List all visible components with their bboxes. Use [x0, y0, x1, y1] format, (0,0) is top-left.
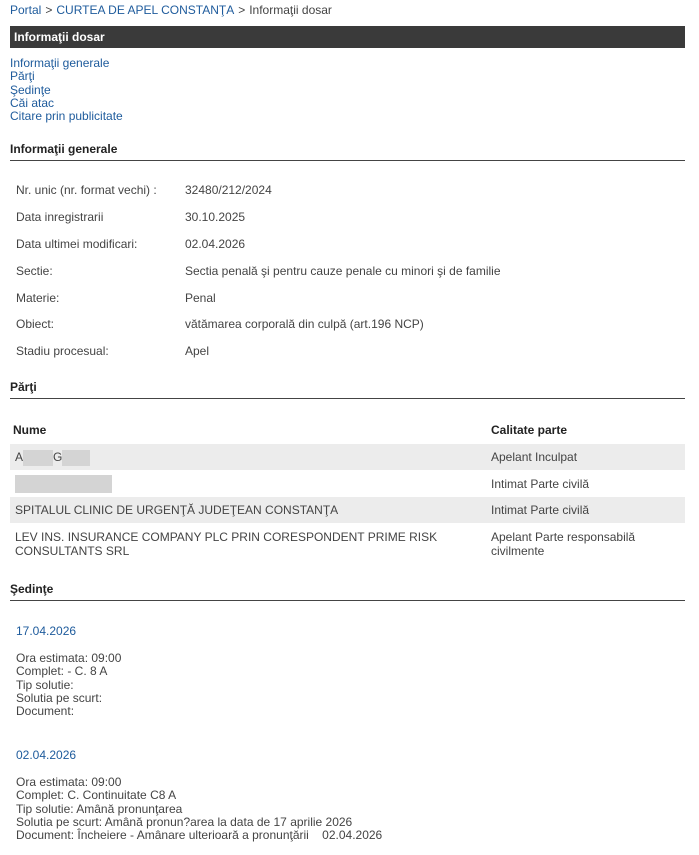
sedinta-details [16, 776, 382, 842]
page-title-bar [10, 26, 685, 48]
redacted-block [23, 450, 53, 466]
party-calitate: Intimat Parte civilă [491, 503, 590, 517]
info-label: Data inregistrarii [16, 210, 104, 224]
breadcrumb-separator: > [45, 3, 53, 17]
party-name-part: G [53, 450, 63, 465]
info-value: 02.04.2026 [185, 237, 246, 251]
party-calitate: Intimat Parte civilă [491, 477, 590, 491]
sedinta-ora: Ora estimata: 09:00 [16, 775, 122, 789]
sedinta-solutie: Solutia pe scurt: [16, 690, 103, 705]
info-value: Sectia penală şi pentru cauze penale cu minori şi de familie [185, 264, 501, 278]
sedinta-ora: Ora estimata: 09:00 [16, 651, 122, 665]
sedinta-details [16, 652, 121, 718]
redacted-block [62, 450, 90, 466]
sedinta-tip-solutie: Tip solutie: [16, 677, 74, 692]
info-label: Nr. unic (nr. format vechi) : [16, 183, 157, 197]
nav-link-citare[interactable]: Citare prin publicitate [10, 109, 123, 124]
party-calitate: Apelant Inculpat [491, 450, 578, 464]
party-name-redacted [15, 475, 112, 493]
page-title: Informaţii dosar [14, 30, 105, 44]
sedinta-document: Document: Încheiere - Amânare ulterioară a pronunţării 02.04.2026 [16, 828, 383, 843]
table-row [10, 444, 685, 470]
sedinta-document: Document: [16, 704, 75, 719]
table-row [10, 497, 685, 523]
nav-link-parti[interactable]: Părţi [10, 69, 35, 84]
party-name: LEV INS. INSURANCE COMPANY PLC PRIN CORESPONDENT PRIME RISK CONSULTANTS SRL [15, 530, 438, 558]
parti-table-header [10, 420, 685, 442]
info-label: Obiect: [16, 317, 55, 331]
info-label: Materie: [16, 291, 60, 305]
nav-link-cai-atac[interactable]: Căi atac [10, 95, 55, 110]
breadcrumb [10, 3, 332, 17]
sedinta-date: 02.04.2026 [16, 748, 77, 762]
info-value: 30.10.2025 [185, 210, 246, 224]
info-label: Data ultimei modificari: [16, 237, 138, 251]
section-heading-general-text: Informaţii generale [10, 142, 118, 156]
party-calitate: Apelant Parte responsabilă civilmente [491, 530, 636, 558]
party-name-part: A [15, 450, 24, 465]
sedinta-complet: Complet: C. Continuitate C8 A [16, 788, 177, 803]
breadcrumb-separator: > [238, 3, 246, 17]
section-heading-sedinte [10, 582, 685, 601]
sedinta-tip-solutie: Tip solutie: Amână pronunţarea [16, 801, 183, 816]
breadcrumb-court-link[interactable]: CURTEA DE APEL CONSTANŢA [56, 3, 235, 17]
party-name: SPITALUL CLINIC DE URGENŢĂ JUDEŢEAN CONSTANŢA [15, 503, 339, 517]
nav-link-general[interactable]: Informaţii generale [10, 56, 110, 70]
party-name-redacted [15, 450, 90, 466]
section-heading-general [10, 142, 685, 161]
info-value: Apel [185, 344, 210, 358]
column-header-calitate: Calitate parte [491, 423, 568, 437]
table-row [10, 524, 685, 564]
column-header-nume: Nume [13, 423, 47, 437]
section-heading-parti-text: Părţi [10, 380, 37, 394]
info-label: Stadiu procesual: [16, 344, 109, 358]
redacted-block [15, 475, 112, 493]
sedinta-complet: Complet: - C. 8 A [16, 664, 108, 679]
info-value: vătămarea corporală din culpă (art.196 NCP) [185, 317, 424, 331]
nav-link-sedinte[interactable]: Şedinţe [10, 82, 51, 97]
info-label: Sectie: [16, 264, 53, 278]
breadcrumb-current: Informaţii dosar [249, 3, 332, 17]
info-value: Penal [185, 291, 216, 305]
section-heading-parti [10, 380, 685, 399]
section-heading-sedinte-text: Şedinţe [10, 582, 54, 596]
breadcrumb-portal-link[interactable]: Portal [10, 3, 42, 17]
section-nav [10, 57, 123, 123]
sedinta-solutie: Solutia pe scurt: Amână pronun?area la data de 17 aprilie 2026 [16, 814, 353, 829]
table-row [10, 471, 685, 497]
sedinta-date: 17.04.2026 [16, 624, 77, 638]
info-value: 32480/212/2024 [185, 183, 272, 197]
